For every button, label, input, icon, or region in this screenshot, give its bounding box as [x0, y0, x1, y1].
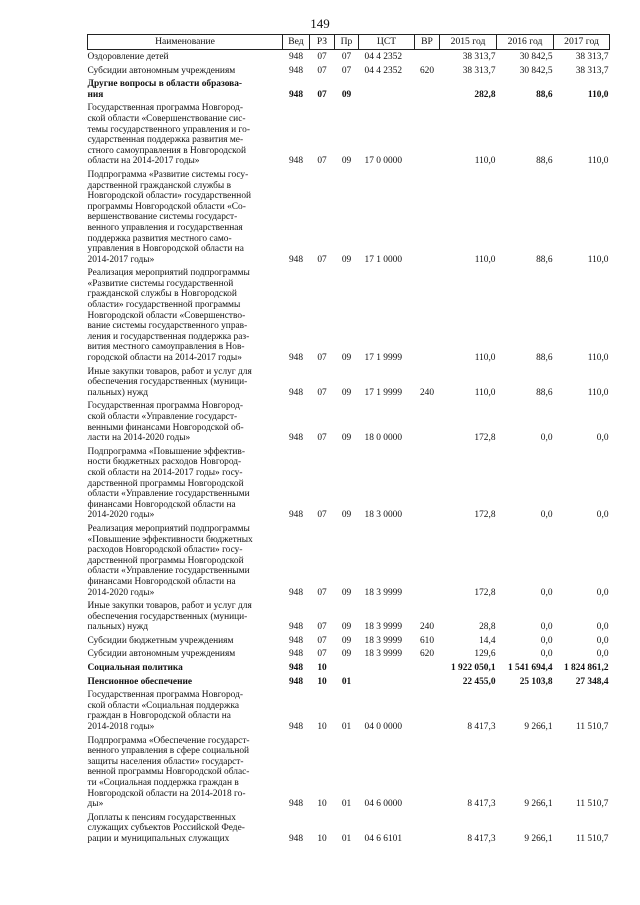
row-name: Государственная программа Новгород- ской области «Социальная поддержка граждан в Новгородской области на 2014-2018 годы» [87, 690, 243, 733]
row-ved: 948 [288, 722, 304, 733]
row-name: Подпрограмма «Повышение эффектив- ности бюджетных расходов Новгород- ской области на 2014-2017 годы» госу- дарственной программы Новгородской области «Управление государственными финансами Новгородской области на 2014-2020 годы» [87, 446, 250, 521]
row-2015: 38 313,7 [462, 65, 496, 76]
row-vr [415, 675, 440, 689]
row-pr: 09 [341, 89, 352, 100]
row-vr [415, 734, 440, 811]
row-cst: 17 1 9999 [364, 387, 402, 398]
row-2017: 0,0 [596, 649, 609, 660]
row-cst [359, 661, 415, 675]
table-row [88, 675, 610, 689]
header-2016: 2016 год [497, 35, 554, 50]
row-ved: 948 [288, 353, 304, 364]
row-pr: 09 [341, 635, 352, 646]
row-2016: 0,0 [540, 649, 553, 660]
row-pr: 09 [341, 254, 352, 265]
row-name: Государственная программа Новгород- ской области «Управление государст- венными финансами Новгородской об- ласти на 2014-2020 годы» [87, 401, 244, 444]
row-name: Пенсионное обеспечение [87, 676, 193, 687]
row-2016: 0,0 [540, 510, 553, 521]
row-pr: 09 [341, 622, 352, 633]
row-pr: 01 [341, 722, 352, 733]
row-vr: 240 [419, 622, 435, 633]
row-rz: 07 [317, 65, 327, 76]
row-name: Субсидии бюджетным учреждениям [87, 635, 234, 646]
row-cst [359, 675, 415, 689]
row-ved: 948 [288, 89, 304, 100]
table-row [88, 445, 610, 522]
row-cst: 18 3 9999 [364, 622, 402, 633]
row-rz: 07 [317, 52, 327, 62]
row-2015: 14,4 [479, 635, 496, 646]
row-vr: 240 [419, 387, 435, 398]
row-2016: 88,6 [536, 387, 553, 398]
table-row [88, 365, 610, 400]
row-2016: 9 266,1 [524, 722, 553, 733]
row-2017: 11 510,7 [576, 799, 609, 810]
table-row [88, 50, 610, 64]
row-2015: 282,8 [474, 89, 496, 100]
table-row [88, 811, 610, 846]
row-2015: 110,0 [474, 387, 496, 398]
row-pr: 09 [341, 587, 352, 598]
row-ved: 948 [288, 663, 304, 674]
row-ved: 948 [288, 587, 304, 598]
row-name: Подпрограмма «Развитие системы госу- дарственной гражданской службы в Новгородской области» государственной программы Новгородской области «Со- вершенствование системы государст- венного управления и государственная поддержка развития местного само- управления в Новгородской области на 2014-2017 годы» [87, 169, 252, 265]
row-rz: 07 [317, 622, 327, 633]
row-name: Реализация мероприятий подпрограммы «Повышение эффективности бюджетных расходов Новгородской области» госу- дарственной программы Новгородской области «Управление государственными финансами Новгородской области на 2014-2020 годы» [87, 523, 253, 598]
header-vr: ВР [415, 35, 440, 50]
row-rz: 07 [317, 635, 327, 646]
row-vr [415, 266, 440, 364]
row-rz: 07 [317, 387, 327, 398]
row-2015: 110,0 [474, 353, 496, 364]
row-pr: 01 [341, 799, 352, 810]
row-vr [415, 522, 440, 599]
row-2015: 8 417,3 [467, 722, 496, 733]
row-pr: 09 [341, 510, 352, 521]
row-2015: 8 417,3 [467, 799, 496, 810]
row-2017: 0,0 [596, 622, 609, 633]
row-cst: 04 4 2352 [364, 52, 402, 62]
table-row [88, 168, 610, 266]
row-name: Другие вопросы в области образова- ния [87, 79, 243, 100]
row-ved: 948 [288, 622, 304, 633]
row-cst: 17 0 0000 [364, 156, 402, 167]
row-vr [415, 168, 440, 266]
table-row [88, 77, 610, 101]
row-2015: 8 417,3 [467, 833, 496, 844]
row-2017: 11 510,7 [576, 722, 609, 733]
row-cst: 18 3 9999 [364, 635, 402, 646]
row-name: Государственная программа Новгород- ской области «Совершенствование сис- темы государственного управления и го- сударственная поддержка развития ме- стного самоуправления в Новгородской области на 2014-2017 годы» [87, 103, 250, 167]
row-pr: 09 [341, 353, 352, 364]
row-vr [415, 77, 440, 101]
row-rz: 07 [317, 89, 327, 100]
row-rz: 10 [317, 676, 327, 687]
row-2017: 0,0 [596, 510, 609, 521]
row-name: Иные закупки товаров, работ и услуг для обеспечения государственных (муници- пальных) нужд [87, 601, 252, 633]
row-pr: 09 [341, 649, 352, 660]
row-vr: 620 [419, 649, 435, 660]
row-2015: 110,0 [474, 156, 496, 167]
row-cst: 18 0 0000 [364, 433, 402, 444]
row-2016: 0,0 [540, 635, 553, 646]
row-cst: 04 6 6101 [364, 833, 402, 844]
row-2017: 110,0 [587, 254, 609, 265]
row-name: Социальная политика [87, 663, 183, 674]
row-ved: 948 [288, 156, 304, 167]
row-cst: 18 3 9999 [364, 587, 402, 598]
row-2015: 172,8 [474, 510, 496, 521]
row-2016: 88,6 [536, 254, 553, 265]
row-name: Оздоровление детей [87, 52, 169, 62]
table-row [88, 734, 610, 811]
row-ved: 948 [288, 65, 304, 76]
row-2017: 110,0 [587, 156, 609, 167]
row-cst [359, 77, 415, 101]
row-2017: 110,0 [587, 89, 609, 100]
row-2015: 38 313,7 [462, 52, 496, 62]
row-2015: 172,8 [474, 433, 496, 444]
table-row [88, 688, 610, 733]
row-2017: 27 348,4 [575, 676, 609, 687]
row-rz: 10 [317, 663, 327, 674]
row-ved: 948 [288, 833, 304, 844]
row-ved: 948 [288, 387, 304, 398]
row-cst: 04 0 0000 [364, 722, 402, 733]
row-2017: 110,0 [587, 353, 609, 364]
row-name: Субсидии автономным учреждениям [87, 65, 236, 76]
row-pr: 09 [341, 387, 352, 398]
row-vr [415, 399, 440, 444]
row-2017: 1 824 861,2 [563, 663, 609, 674]
row-pr: 07 [341, 65, 352, 76]
row-pr [335, 661, 359, 675]
header-ved: Вед [283, 35, 310, 50]
row-2016: 9 266,1 [524, 833, 553, 844]
row-ved: 948 [288, 433, 304, 444]
row-name: Реализация мероприятий подпрограммы «Развитие системы государственной гражданской службы в Новгородской области» государственной программы Новгородской области «Совершенство- вание системы государственного управ- ления и государственная поддержка раз- вития местного самоуправления в Нов- городской области на 2014-2017 годы» [87, 268, 250, 364]
header-cst: ЦСТ [359, 35, 415, 50]
row-cst: 18 3 0000 [364, 510, 402, 521]
row-2016: 9 266,1 [524, 799, 553, 810]
row-2015: 28,8 [479, 622, 496, 633]
row-ved: 948 [288, 254, 304, 265]
row-vr [415, 688, 440, 733]
row-cst: 04 4 2352 [364, 65, 402, 76]
row-rz: 07 [317, 649, 327, 660]
row-2017: 38 313,7 [575, 52, 609, 62]
row-cst: 17 1 0000 [364, 254, 402, 265]
header-2017: 2017 год [554, 35, 610, 50]
header-2015: 2015 год [440, 35, 497, 50]
row-pr: 01 [341, 676, 352, 687]
page-number: 149 [310, 16, 330, 31]
table-row [88, 599, 610, 634]
row-ved: 948 [288, 676, 304, 687]
row-rz: 10 [317, 799, 327, 810]
row-vr [415, 101, 440, 168]
row-2017: 38 313,7 [575, 65, 609, 76]
row-2016: 88,6 [536, 89, 553, 100]
header-row [88, 35, 610, 50]
row-ved: 948 [288, 799, 304, 810]
header-name: Наименование [88, 35, 283, 50]
row-pr: 09 [341, 433, 352, 444]
table-row [88, 64, 610, 78]
row-rz: 07 [317, 587, 327, 598]
header-pr: Пр [335, 35, 359, 50]
row-cst: 18 3 9999 [364, 649, 402, 660]
row-2016: 0,0 [540, 622, 553, 633]
row-rz: 10 [317, 722, 327, 733]
row-ved: 948 [288, 510, 304, 521]
row-vr: 620 [419, 65, 435, 76]
row-2016: 30 842,5 [519, 65, 553, 76]
row-2015: 129,6 [474, 649, 496, 660]
row-2016: 1 541 694,4 [507, 663, 553, 674]
row-2017: 110,0 [587, 387, 609, 398]
row-cst: 17 1 9999 [364, 353, 402, 364]
row-2015: 22 455,0 [462, 676, 496, 687]
row-ved: 948 [288, 635, 304, 646]
row-pr: 01 [341, 833, 352, 844]
row-name: Иные закупки товаров, работ и услуг для обеспечения государственных (муници- пальных) нужд [87, 366, 252, 398]
table-body [88, 50, 610, 846]
row-rz: 10 [317, 833, 327, 844]
table-row [88, 661, 610, 675]
row-name: Субсидии автономным учреждениям [87, 649, 236, 660]
row-ved: 948 [288, 52, 304, 62]
table-row [88, 399, 610, 444]
row-vr [415, 811, 440, 846]
row-2016: 0,0 [540, 587, 553, 598]
row-pr: 09 [341, 156, 352, 167]
row-pr: 07 [341, 52, 352, 62]
row-2016: 88,6 [536, 353, 553, 364]
row-vr: 610 [419, 635, 435, 646]
table-row [88, 266, 610, 364]
row-2016: 0,0 [540, 433, 553, 444]
row-rz: 07 [317, 510, 327, 521]
row-rz: 07 [317, 254, 327, 265]
table-row [88, 522, 610, 599]
row-2015: 172,8 [474, 587, 496, 598]
row-ved: 948 [288, 649, 304, 660]
row-name: Подпрограмма «Обеспечение государст- венного управления в сфере социальной защиты населения области» государст- венной программы Новгородской облас- ти «Социальная поддержка граждан в Новгородской области на 2014-2018 го- ды» [87, 735, 250, 810]
table-row [88, 647, 610, 661]
row-rz: 07 [317, 353, 327, 364]
row-2016: 30 842,5 [519, 52, 553, 62]
row-2016: 25 103,8 [519, 676, 553, 687]
row-2015: 110,0 [474, 254, 496, 265]
row-rz: 07 [317, 433, 327, 444]
row-vr [415, 50, 440, 64]
table-row [88, 101, 610, 168]
row-rz: 07 [317, 156, 327, 167]
row-2017: 11 510,7 [576, 833, 609, 844]
row-2015: 1 922 050,1 [450, 663, 496, 674]
row-vr [415, 445, 440, 522]
row-2017: 0,0 [596, 635, 609, 646]
row-vr [415, 661, 440, 675]
budget-table [87, 34, 610, 846]
row-2017: 0,0 [596, 433, 609, 444]
row-name: Доплаты к пенсиям государственных служащих субъектов Российской Феде- рации и муниципальных служащих [87, 812, 245, 844]
row-cst: 04 6 0000 [364, 799, 402, 810]
header-rz: РЗ [310, 35, 335, 50]
row-2016: 88,6 [536, 156, 553, 167]
row-2017: 0,0 [596, 587, 609, 598]
table-row [88, 634, 610, 648]
